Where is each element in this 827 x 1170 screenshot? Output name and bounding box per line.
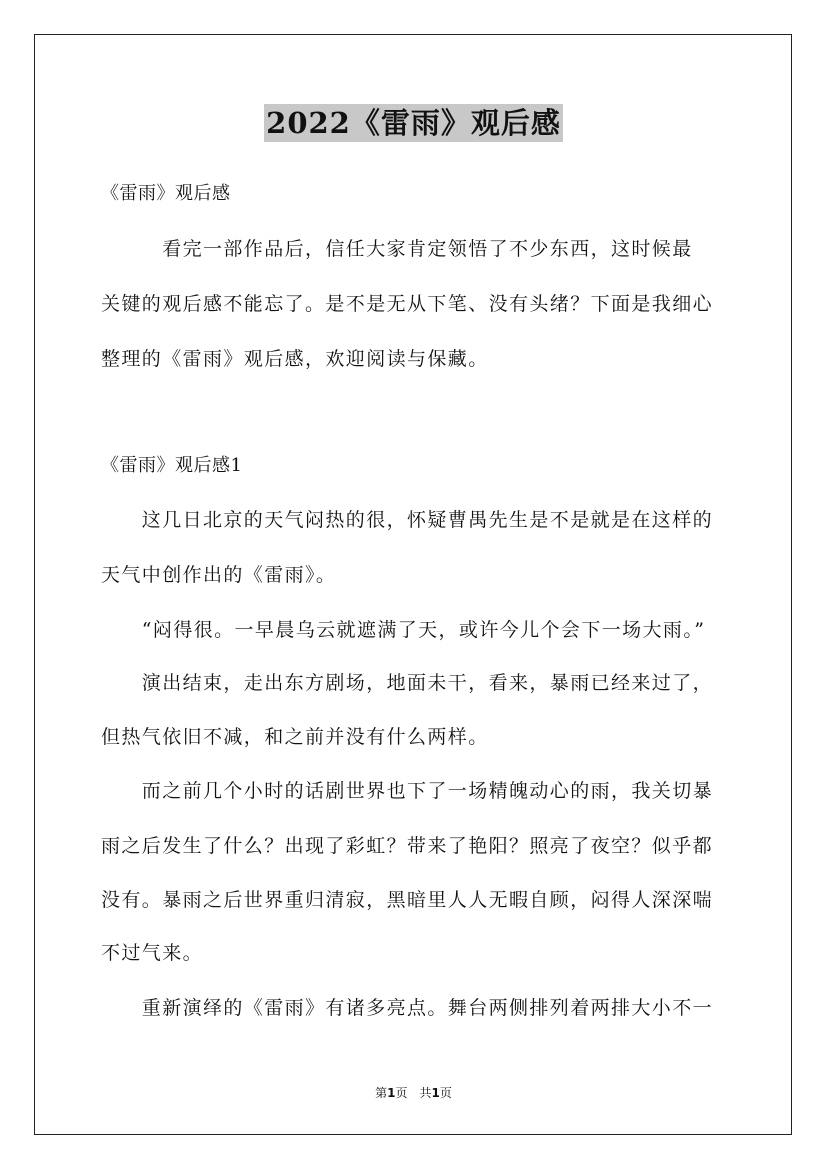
- paragraph-line: 看完一部作品后，信任大家肯定领悟了不少东西，这时候最: [101, 238, 693, 260]
- paragraph-line: 雨之后发生了什么？出现了彩虹？带来了艳阳？照亮了夜空？似乎都: [101, 835, 714, 857]
- footer-suffix: 页: [439, 1086, 452, 1100]
- paragraph-line: 这几日北京的天气闷热的很，怀疑曹禺先生是不是就是在这样的: [101, 509, 714, 531]
- paragraph-line: 重新演绎的《雷雨》有诸多亮点。舞台两侧排列着两排大小不一: [101, 997, 714, 1019]
- title-container: [0, 104, 827, 142]
- paragraph-line: 关键的观后感不能忘了。是不是无从下笔、没有头绪？下面是我细心: [101, 293, 714, 315]
- current-page-number: 1: [387, 1086, 396, 1100]
- paragraph-line: 而之前几个小时的话剧世界也下了一场精魄动心的雨，我关切暴: [101, 780, 714, 802]
- paragraph-line: 不过气来。: [101, 942, 204, 964]
- paragraph-line: 天气中创作出的《雷雨》。: [101, 564, 337, 586]
- footer-prefix: 第: [375, 1086, 388, 1100]
- page-footer: [0, 1084, 827, 1101]
- document-title: 2022《雷雨》观后感: [266, 106, 561, 140]
- total-pages-number: 1: [431, 1086, 440, 1100]
- document-subtitle: 《雷雨》观后感: [101, 183, 231, 204]
- paragraph-line: 没有。暴雨之后世界重归清寂，黑暗里人人无暇自顾，闷得人深深喘: [101, 889, 714, 911]
- section-heading: 《雷雨》观后感1: [101, 455, 243, 476]
- paragraph-line: “闷得很。一早晨乌云就遮满了天，或许今儿个会下一场大雨。”: [101, 619, 706, 641]
- paragraph-line: 演出结束，走出东方剧场，地面未干，看来，暴雨已经来过了，: [101, 672, 714, 694]
- paragraph-line: 但热气依旧不减，和之前并没有什么两样。: [101, 726, 489, 748]
- paragraph-line: 整理的《雷雨》观后感，欢迎阅读与保藏。: [101, 348, 489, 370]
- footer-mid: 页 共: [395, 1086, 432, 1100]
